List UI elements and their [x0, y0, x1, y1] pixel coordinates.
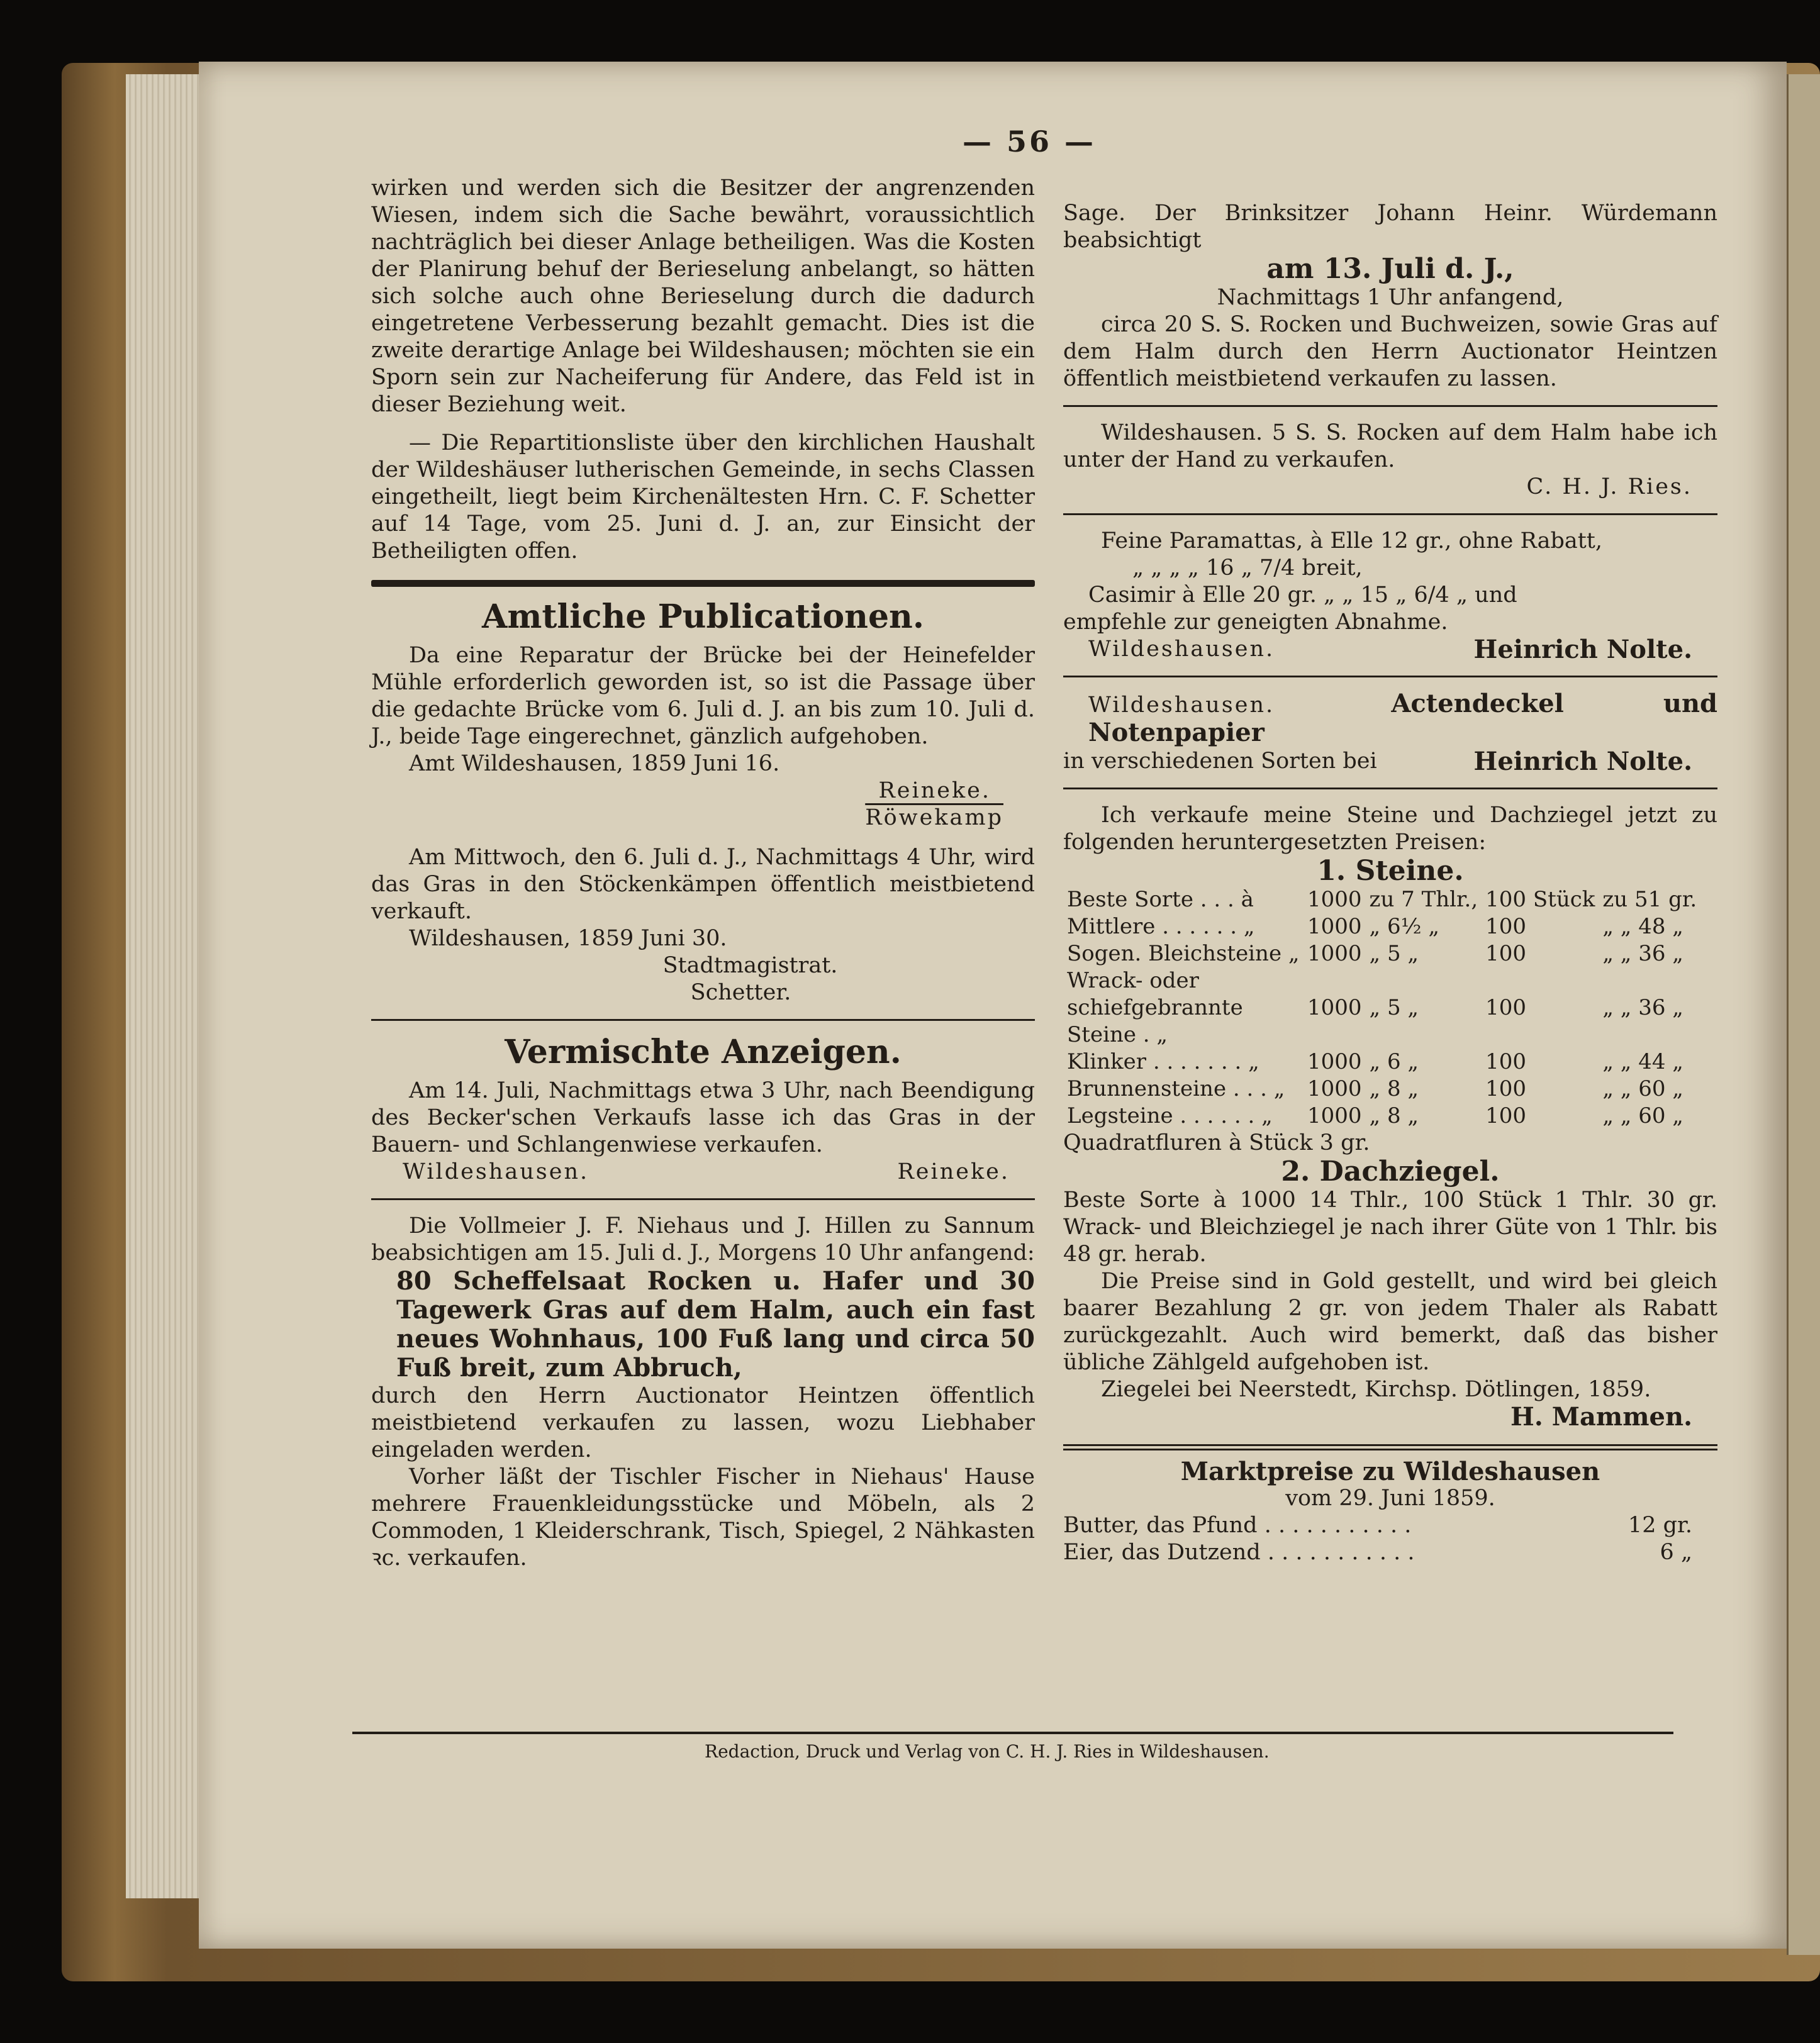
steine-cell: 100 [1485, 995, 1527, 1020]
steine-cell: „ „ 48 „ [1602, 914, 1683, 939]
marktpreise-list [1063, 1512, 1717, 1566]
gras-place: Wildeshausen, 1859 Juni 30. [409, 926, 727, 951]
steine-cell: „ „ 36 „ [1602, 995, 1683, 1020]
intro-text: wirken und werden sich die Besitzer der angrenzenden Wiesen, indem sich die Sache bewährt, voraussichtlich nachträglich bei dieser Anlage betheiligen. Was die Kosten der Planirung behuf der Berieselung anbelangt, so hätten sich solche auch ohne Berieselung durch die dadurch eingetretene Verbesserung bezahlt gemacht. Dies ist die zweite derartige Anlage bei Wildeshausen; möchten sie ein Sporn sein zur Nacheiferung für Andere, das Feld ist in dieser Beziehung weit. [371, 175, 1035, 417]
dachziegel-heading: 2. Dachziegel. [1281, 1155, 1500, 1188]
steine-cell: Brunnensteine . . . „ [1067, 1076, 1285, 1101]
steine-row [1063, 940, 1700, 967]
marktpreise-item-value: 6 „ [1660, 1540, 1692, 1565]
quadratfluren: Quadratfluren à Stück 3 gr. [1063, 1130, 1370, 1155]
marktpreise-item [1063, 1539, 1717, 1566]
steine-cell: Wrack- oder schiefgebrannte Steine . „ [1067, 968, 1243, 1047]
steine-cell: 100 [1485, 1103, 1527, 1128]
paramattas-signature: Heinrich Nolte. [1473, 635, 1692, 664]
fischer-notice: Vorher läßt der Tischler Fischer in Niehaus' Hause mehrere Frauenkleidungsstücke und Möbeln, als 2 Commoden, 1 Kleiderschrank, Tisch, Spiegel, 2 Nähkasten ꝛc. verkaufen. [371, 1464, 1035, 1571]
steine-cell: Legsteine . . . . . . „ [1067, 1103, 1273, 1128]
repartition-notice: — Die Repartitionsliste über den kirchlichen Haushalt der Wildeshäuser lutherischen Gemeinde, in sechs Classen eingetheilt, liegt beim Kirchenältesten Hrn. C. F. Schetter auf 14 Tage, vom 25. Juni d. J. an, zur Einsicht der Betheiligten offen. [371, 430, 1035, 564]
divider [371, 1198, 1035, 1200]
steine-price-table [1063, 886, 1700, 1130]
steine-intro: Ich verkaufe meine Steine und Dachziegel jetzt zu folgenden heruntergesetzten Preisen: [1063, 803, 1717, 855]
double-divider [1063, 1444, 1717, 1450]
dachziegel-text: Beste Sorte à 1000 14 Thlr., 100 Stück 1 Thlr. 30 gr. Wrack- und Bleichziegel je nach ihrer Güte von 1 Thlr. bis 48 gr. herab. [1063, 1188, 1717, 1267]
steine-row [1063, 1076, 1700, 1103]
marktpreise-date: vom 29. Juni 1859. [1285, 1486, 1495, 1511]
signature-schetter: Schetter. [690, 980, 791, 1005]
paramattas-line2: „ „ „ „ 16 „ 7/4 breit, [1132, 555, 1363, 581]
gras-notice: Am Mittwoch, den 6. Juli d. J., Nachmittags 4 Uhr, wird das Gras in den Stöckenkämpen öffentlich meistbietend verkauft. [371, 845, 1035, 924]
steine-cell: „ 5 „ [1369, 995, 1419, 1020]
actendeckel-signature: Heinrich Nolte. [1473, 747, 1692, 776]
ries-notice: Wildeshausen. 5 S. S. Rocken auf dem Halm habe ich unter der Hand zu verkaufen. [1063, 420, 1717, 472]
vermischte-heading: Vermischte Anzeigen. [505, 1033, 902, 1071]
paramattas-line3: Casimir à Elle 20 gr. „ „ 15 „ 6/4 „ und [1088, 582, 1517, 608]
steine-row [1063, 886, 1700, 913]
steine-cell: 100 Stück [1485, 887, 1595, 912]
actendeckel-footer [1063, 748, 1717, 775]
steine-cell: „ 5 „ [1369, 941, 1419, 966]
marktpreise-item-label: Butter, das Pfund . . . . . . . . . . . [1063, 1513, 1412, 1538]
steine-cell: zu 51 gr. [1602, 887, 1697, 912]
steine-row [1063, 913, 1700, 940]
steine-cell: „ 8 „ [1369, 1076, 1419, 1101]
page-number: — 56 — [963, 125, 1097, 159]
steine-cell: „ 6 „ [1369, 1049, 1419, 1074]
steine-cell: „ „ 60 „ [1602, 1076, 1683, 1101]
steine-row [1063, 967, 1700, 1049]
divider [1063, 405, 1717, 407]
steine-cell: „ 8 „ [1369, 1103, 1419, 1128]
actendeckel-place: Wildeshausen. [1088, 693, 1275, 718]
steine-cell: 100 [1485, 1076, 1527, 1101]
steine-cell: zu 7 Thlr., [1369, 887, 1478, 912]
paramattas-line1: Feine Paramattas, à Elle 12 gr., ohne Rabatt, [1101, 528, 1603, 554]
actendeckel-line2: in verschiedenen Sorten bei [1063, 749, 1377, 774]
ziegelei-signature: H. Mammen. [1510, 1402, 1692, 1432]
ziegelei-place: Ziegelei bei Neerstedt, Kirchsp. Dötlingen, 1859. [1101, 1377, 1651, 1402]
steine-row [1063, 1049, 1700, 1076]
wuerdemann-body: circa 20 S. S. Rocken und Buchweizen, sowie Gras auf dem Halm durch den Herrn Auctionator Heintzen öffentlich meistbietend verkaufen zu lassen. [1063, 312, 1717, 391]
steine-cell: Sogen. Bleichsteine „ [1067, 941, 1300, 966]
paramattas-line4: empfehle zur geneigten Abnahme. [1063, 610, 1448, 635]
marktpreise-item [1063, 1512, 1717, 1539]
juli14-signature: Reineke. [897, 1159, 1010, 1184]
steine-cell: 1000 [1307, 1049, 1362, 1074]
steine-cell: Klinker . . . . . . . „ [1067, 1049, 1259, 1074]
steine-cell: 1000 [1307, 995, 1362, 1020]
actendeckel-line1 [1063, 690, 1717, 748]
juli14-place: Wildeshausen. [403, 1159, 589, 1184]
divider [1063, 513, 1717, 515]
bruecke-place: Amt Wildeshausen, 1859 Juni 16. [409, 751, 780, 776]
steine-cell: 100 [1485, 1049, 1527, 1074]
actendeckel-bold: Actendeckel und Notenpapier [1088, 689, 1717, 747]
marktpreise-title: Marktpreise zu Wildeshausen [1180, 1457, 1600, 1486]
steine-cell: „ „ 36 „ [1602, 941, 1683, 966]
bruecke-notice: Da eine Reparatur der Brücke bei der Heinefelder Mühle erforderlich geworden ist, so ist die Passage über die gedachte Brücke vom 6. Juli d. J. an bis zum 10. Juli d. J., beide Tage eingerechnet, gänzlich aufgehoben. [371, 643, 1035, 749]
footer-rule [352, 1732, 1673, 1734]
wuerdemann-date: am 13. Juli d. J., [1266, 253, 1514, 285]
juli14-footer [371, 1159, 1035, 1186]
wuerdemann-text: Sage. Der Brinksitzer Johann Heinr. Würdemann beabsichtigt [1063, 201, 1717, 253]
steine-cell: „ „ 60 „ [1602, 1103, 1683, 1128]
juli14-notice: Am 14. Juli, Nachmittags etwa 3 Uhr, nach Beendigung des Becker'schen Verkaufs lasse ich das Gras in der Bauern- und Schlangenwiese verkaufen. [371, 1078, 1035, 1157]
niehaus-bold: 80 Scheffelsaat Rocken u. Hafer und 30 Tagewerk Gras auf dem Halm, auch ein fast neues Wohnhaus, 100 Fuß lang und circa 50 Fuß breit, zum Abbruch, [396, 1266, 1035, 1383]
steine-row [1063, 1103, 1700, 1130]
steine-cell: „ „ 44 „ [1602, 1049, 1683, 1074]
paramattas-footer [1063, 636, 1717, 663]
divider [371, 1019, 1035, 1021]
ries-signature: C. H. J. Ries. [1526, 474, 1692, 499]
steine-cell: 1000 [1307, 1103, 1362, 1128]
facing-page-edge [1787, 74, 1820, 1955]
section-divider [371, 580, 1035, 587]
niehaus-notice: Die Vollmeier J. F. Niehaus und J. Hillen zu Sannum beabsichtigen am 15. Juli d. J., Morgens 10 Uhr anfangend: [371, 1213, 1035, 1266]
steine-cell: 100 [1485, 941, 1527, 966]
niehaus-tail: durch den Herrn Auctionator Heintzen öffentlich meistbietend verkaufen zu lassen, wozu Liebhaber eingeladen werden. [371, 1383, 1035, 1462]
steine-cell: 1000 [1307, 941, 1362, 966]
steine-cell: 1000 [1307, 914, 1362, 939]
divider [1063, 676, 1717, 677]
steine-cell: 1000 [1307, 1076, 1362, 1101]
steine-cell: 100 [1485, 914, 1527, 939]
stadtmagistrat: Stadtmagistrat. [662, 953, 838, 978]
amtliche-heading: Amtliche Publicationen. [482, 598, 924, 636]
steine-cell: 1000 [1307, 887, 1362, 912]
right-column [1063, 200, 1717, 1566]
imprint: Redaction, Druck und Verlag von C. H. J. Ries in Wildeshausen. [705, 1741, 1270, 1762]
signature-reineke: Reineke. [878, 778, 991, 803]
steine-cell: Beste Sorte . . . à [1067, 887, 1254, 912]
wuerdemann-time: Nachmittags 1 Uhr anfangend, [1217, 285, 1564, 310]
marktpreise-item-value: 12 gr. [1627, 1513, 1692, 1538]
steine-cell: Mittlere . . . . . . „ [1067, 914, 1255, 939]
steine-cell: „ 6½ „ [1369, 914, 1439, 939]
marktpreise-item-label: Eier, das Dutzend . . . . . . . . . . . [1063, 1540, 1415, 1565]
steine-heading: 1. Steine. [1317, 855, 1464, 887]
divider [1063, 788, 1717, 789]
page-edges [126, 74, 208, 1898]
preise-text: Die Preise sind in Gold gestellt, und wird bei gleich baarer Bezahlung 2 gr. von jedem Thaler als Rabatt zurückgezahlt. Auch wird bemerkt, daß das bisher übliche Zählgeld aufgehoben ist. [1063, 1269, 1717, 1375]
paramattas-place: Wildeshausen. [1088, 637, 1275, 662]
signature-roewekamp: Röwekamp [865, 805, 1003, 830]
left-column [371, 175, 1035, 1572]
